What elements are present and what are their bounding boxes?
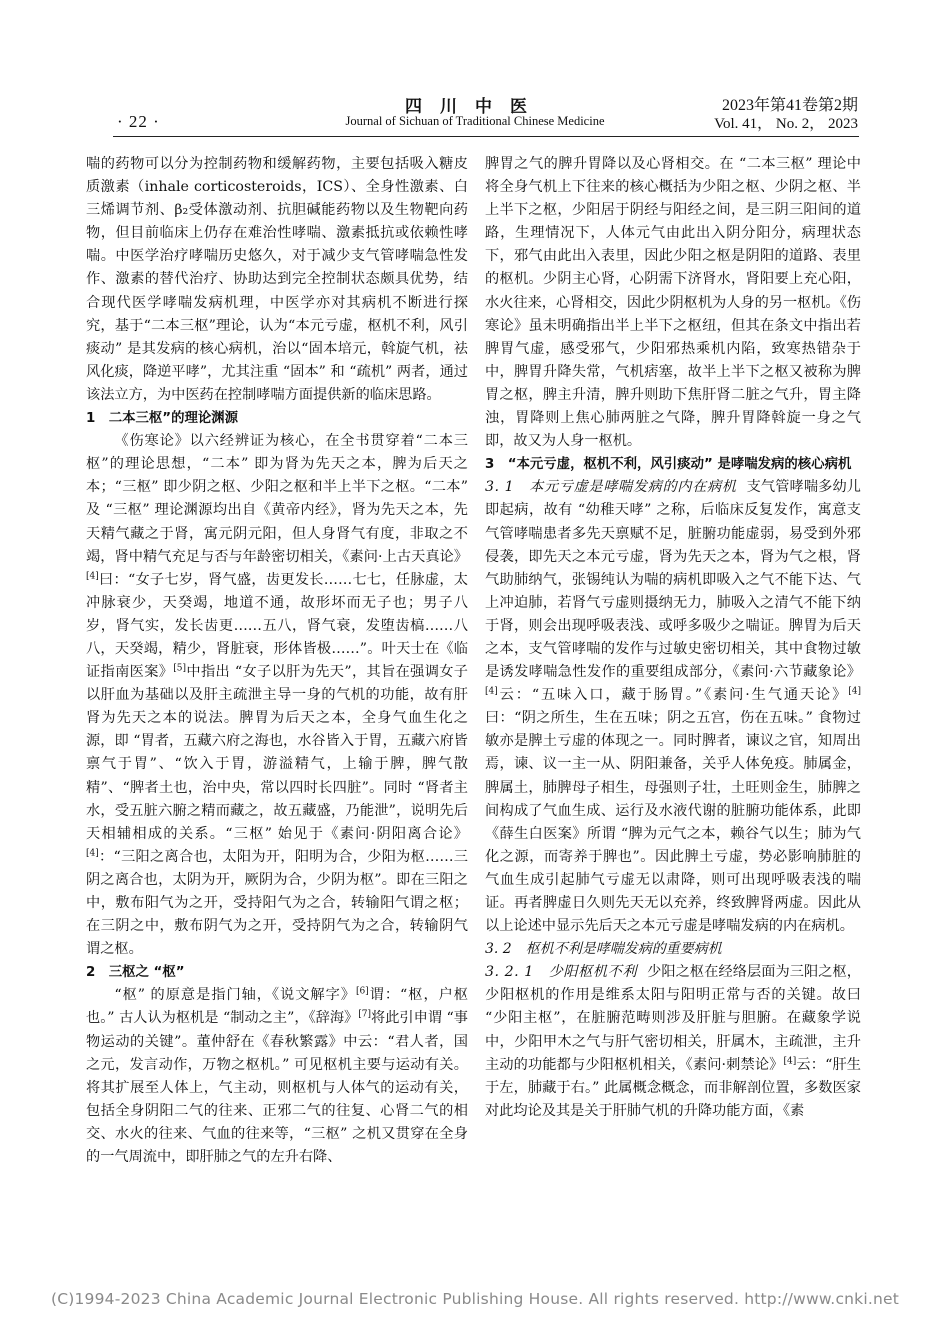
text-run: 曰：“阴之所生，生在五味；阴之五宫，伤在五味。” 食物过敏亦是脾土亏虚的体现之一。同时脾者，谏议之官，知周出焉，谏、议一主一从、阴阳兼备，关乎人体免疫。肺属金，脾属土，肺脾母子相生，母强则子壮，土旺则金生，肺脾之间构成了气血生成、运行及水液代谢的脏腑功能体系，此即《薛生白医案》所谓 “脾为元气之本，赖谷气以生；肺为气化之源，而寄养于脾也”。因此脾土亏虚，势必影响肺脏的气血生成引起肺气亏虚无以肃降，则可出现呼吸表浅的喘证。再者脾虚日久则先天无以充养，终致脾肾两虚。因此从以上论述中显示先后天之本元亏虚是哮喘发病的内在病机。 xyxy=(485,710,861,935)
paragraph-subsection-3-2-1 xyxy=(485,961,861,1123)
section-heading-2: 2 三枢之 “枢” xyxy=(86,965,185,981)
subsection-heading-3-2: 3. 2 枢机不利是哮喘发病的重要病机 xyxy=(485,941,722,958)
subsection-heading-3-2-1: 3. 2. 1 少阳枢机不利 xyxy=(485,964,638,981)
subsection-heading-3-1: 3. 1 本元亏虚是哮喘发病的内在病机 xyxy=(485,479,737,496)
citation-ref[interactable]: [7] xyxy=(358,1009,371,1020)
citation-ref[interactable]: [4] xyxy=(86,570,99,581)
text-run: 中指出 “女子以肝为先天”，其旨在强调女子以肝血为基础以及肝主疏泄主导一身的气机的功能，故有肝肾为先天之本的说法。脾胃为后天之本，全身气血生化之源，即 “胃者，五藏六府之海也，水谷皆入于胃，五藏六府皆禀气于胃”、“饮入于胃，游溢精气，上输于脾，脾气散精”、“脾者土也，治中央，常以四时长四脏”。同时 “肾者主水，受五脏六腑之精而藏之，故五藏盛，乃能泄”，说明先后天相辅相成的关系。“三枢” 始见于《素问·阴阳离合论》 xyxy=(86,664,468,842)
text-run: 《伤寒论》以六经辨证为核心，在全书贯穿着“二本三枢”的理论思想，“二本” 即为肾为先天之本，脾为后天之本；“三枢” 即少阴之枢、少阳之枢和半上半下之枢。“二本” 及 “三枢” 理论渊源均出自《黄帝内经》，肾为先天之本，先天精气藏之于肾，寓元阴元阳，但人身肾气有度，非取之不竭，肾中精气充足与否与年龄密切相关，《素问·上古天真论》 xyxy=(86,433,468,565)
text-run: 少阳之枢在经络层面为三阳之枢，少阳枢机的作用是维系太阳与阳明正常与否的关键。故曰 “少阳主枢”，在脏腑范畴则涉及肝脏与胆腑。在藏象学说中，少阳甲木之气与肝气密切相关，肝属木，主疏泄，主升主动的功能都与少阳枢机相关，《素问·刺禁论》 xyxy=(485,964,861,1073)
paragraph-section-2 xyxy=(86,984,468,1169)
citation-ref[interactable]: [6] xyxy=(355,986,369,997)
paragraph-section-1 xyxy=(86,430,468,961)
text-run: 云：“肝生于左，肺藏于右。” 此属概念概念，而非解剖位置，多数医家对此均论及其是关于肝肺气机的升降功能方面，《素 xyxy=(485,1056,861,1119)
text-run: 曰：“女子七岁，肾气盛，齿更发长……七七，任脉虚，太冲脉衰少，天癸竭，地道不通，故形坏而无子也；男子八岁，肾气实，发长齿更……五八，肾气衰，发堕齿槁……八八，天癸竭，精少，肾脏衰，形体皆极……”。叶天士在《临证指南医案》 xyxy=(86,571,468,681)
page-number: · 22 · xyxy=(117,112,160,131)
issue-info-en: Vol. 41， No. 2， 2023 xyxy=(714,116,858,132)
section-heading-3: 3 “本元亏虚，枢机不利，风引痰动” 是哮喘发病的核心病机 xyxy=(485,457,852,473)
paragraph-section-2-continued: 脾胃之气的脾升胃降以及心肾相交。在 “二本三枢” 理论中将全身气机上下往来的核心概括为少阳之枢、少阴之枢、半上半下之枢，少阳居于阴经与阳经之间，是三阴三阳间的道路，生理情况下，人体元气由此出入阴分阳分，病理状态下，邪气由此出入表里，因此少阳之枢是阴阳的道路、表里的枢机。少阴主心肾，心阴需下济肾水，肾阳要上充心阳，水火往来，心肾相交，因此少阴枢机为人身的另一枢机。《伤寒论》虽未明确指出半上半下之枢纽，但其在条文中指出若脾胃气虚，感受邪气，少阳邪热乘机内陷，致寒热错杂于中，脾胃升降失常，气机痞塞，故半上半下之枢又被称为脾胃之枢，脾主升清，脾升则助下焦肝肾二脏之气升，胃主降浊，胃降则上焦心肺两脏之气降，脾升胃降斡旋一身之气即，故又为人身一枢机。 xyxy=(485,156,861,450)
header-rule xyxy=(113,136,859,137)
citation-ref[interactable]: [4] xyxy=(86,848,99,859)
issue-info-cn: 2023年第41卷第2期 xyxy=(721,97,858,114)
text-run: 谓：“枢，户枢也。” 古人认为枢机是 “制动之主”，《辞海》 xyxy=(86,987,468,1027)
citation-ref[interactable]: [4] xyxy=(485,686,498,697)
text-run: ：“三阳之离合也，太阳为开，阳明为合，少阳为枢……三阴之离合也，太阴为开，厥阴为合，少阴为枢”。即在三阳之中，敷布阳气为之开，受持阳气为之合，转输阳气谓之枢；在三阴之中，敷布阴气为之开，受持阴气为之合，转输阴气谓之枢。 xyxy=(86,848,468,958)
citation-ref[interactable]: [4] xyxy=(848,686,861,697)
text-run: 将此引申谓 “事物运动的关键”。董仲舒在《春秋繁露》中云：“君人者，国之元，发言动作，万物之枢机。” 可见枢机主要与运动有关。将其扩展至人体上，气主动，则枢机与人体气的运动有关，包括全身阴阳二气的往来、正邪二气的往复、心肾二气的相交、水火的往来、气血的往来等，“三枢” 之机又贯穿在全身的一气周流中，即肝肺之气的左升右降、 xyxy=(86,1010,468,1166)
paragraph-subsection-3-1 xyxy=(485,476,861,938)
copyright-footer: (C)1994-2023 China Academic Journal Electronic Publishing House. All rights reserved. http://www.cnki.net xyxy=(50,1290,900,1308)
section-heading-1: 1 二本三枢”的理论渊源 xyxy=(86,411,239,427)
page-header xyxy=(0,0,950,140)
text-run: 云：“五味入口，藏于肠胃。”《素问·生气通天论》 xyxy=(497,687,849,704)
journal-title-en: Journal of Sichuan of Traditional Chinese Medicine xyxy=(345,114,605,128)
text-run: “枢” 的原意是指门轴，《说文解字》 xyxy=(114,987,356,1004)
left-column xyxy=(86,153,468,1169)
citation-ref[interactable]: [4] xyxy=(783,1055,797,1066)
journal-title-cn: 四川中医 xyxy=(405,97,545,117)
citation-ref[interactable]: [5] xyxy=(173,663,187,674)
text-run: 支气管哮喘多幼儿即起病，故有 “幼稚天哮” 之称，后临床反复发作，寓意支气管哮喘患者多先天禀赋不足，脏腑功能虚弱，易受到外邪侵袭，即先天之本元亏虚，肾为先天之本，肾为气之根，肾气助肺纳气，张锡纯认为喘的病机即吸入之气不能下达、气上冲迫肺，若肾气亏虚则摄纳无力，肺吸入之清气不能下纳于肾，则会出现呼吸表浅、或呼多吸少之喘证。脾胃为后天之本，支气管哮喘的发作与过敏史密切相关，其中食物过敏是诱发哮喘急性发作的重要组成部分，《素问·六节藏象论》 xyxy=(485,479,861,681)
paragraph-intro-continued: 喘的药物可以分为控制药物和缓解药物，主要包括吸入糖皮质激素（inhale corticosteroids，ICS）、全身性激素、白三烯调节剂、β₂受体激动剂、抗胆碱能药物以及生物靶向药物，但目前临床上仍存在难治性哮喘、激素抵抗或依赖性哮喘。中医学治疗哮喘历史悠久，对于减少支气管哮喘急性发作、激素的替代治疗、协助达到完全控制状态颇具优势，结合现代医学哮喘发病机理，中医学亦对其病机不断进行探究，基于“二本三枢”理论，认为“本元亏虚，枢机不利，风引痰动” 是其发病的核心病机，治以“固本培元，斡旋气机，祛风化痰，降逆平哮”，尤其注重 “固本” 和 “疏机” 两者，通过该法立方，为中医药在控制哮喘方面提供新的临床思路。 xyxy=(86,156,468,403)
right-column xyxy=(485,153,861,1123)
